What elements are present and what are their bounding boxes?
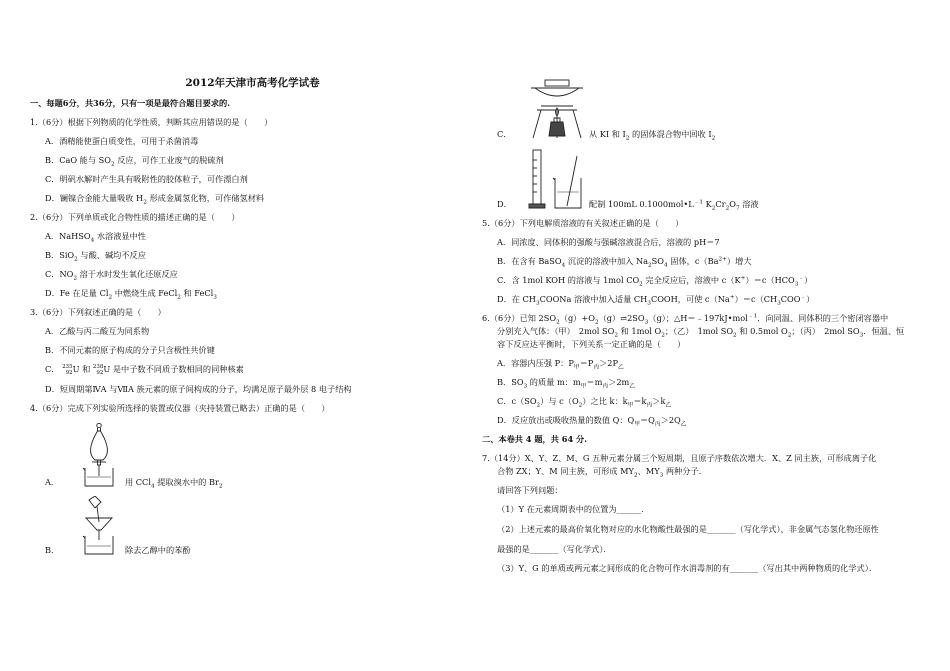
question-4-stem: 4.（6分）完成下列实验所选择的装置或仪器（夹持装置已略去）正确的是（ ） [30,403,330,413]
isotope-atomic-number: 92 [96,370,104,376]
question-4-option-d-caption: 配制 100mL $0.1000mol•L^{﹣1}$ $K_2Cr_2O_7$ 溶液 [589,199,759,212]
question-2-option-c: C．$NO_2$ 溶于水时发生氧化还原反应 [45,269,178,282]
question-4-option-a-caption: 用 CCl$_4$ 提取溴水中的 $Br_2$ [125,477,223,490]
isotope-mass-number: 235 [62,364,73,370]
section-heading-2: 二、本卷共 4 题，共 64 分. [482,434,588,444]
question-4-option-d: D． 配制 100mL $0.1000mol•L^{﹣1}$ $K_2Cr_2O_7$ 溶液 [482,148,927,210]
isotope-atomic-number: 92 [65,370,73,376]
question-2-option-b: B．SiO$_2$ 与酸、碱均不反应 [45,250,146,263]
question-5-option-d: D．在 $CH_3COONa$ 溶液中加入适量 $CH_3COOH$，可使 $c(Na^+)=c(CH_3COO^﹣)$ [497,294,815,307]
question-6-option-b: B．$SO_3$ 的质量 m：$m_甲=m_丙>2m_乙$ [497,377,636,390]
question-3-stem: 3.（6分）下列叙述正确的是（ ） [30,307,166,317]
question-1-option-a: A．酒精能使蛋白质变性，可用于杀菌消毒 [45,136,199,146]
question-4-option-b: B． 除去乙醇中的苯酚 [30,496,475,556]
page-title: 2012年天津市高考化学试卷 [185,77,320,89]
question-6-stem-line-1: 6.（6分）已知 $2SO_2(g)+O_2(g)\rightleftharpoons 2SO_3(g)$；△H＝﹣197kJ•mol$^{﹣1}$．向同温、同体积的三个密闭容器中 [482,313,889,326]
question-6-stem-line-3: 容下反应达平衡时，下列关系一定正确的是（ ） [497,339,686,349]
question-5-stem: 5.（6分）下列电解质溶液的有关叙述正确的是（ ） [482,218,684,228]
question-7-part-2-line-2: 最强的是_______（写化学式）． [497,544,612,554]
filtration-figure [75,496,123,556]
separatory-funnel-figure [75,422,123,488]
question-7-stem-line-2: 合物 ZX；Y、M 同主族，可形成 $MY_2$、$MY_3$ 两种分子． [497,466,707,479]
question-6-option-c: C．$c(SO_2)$与 $c(O_2)$之比 k：$k_甲=k_丙>k_乙$ [497,396,672,409]
question-5-option-a: A．同浓度、同体积的强酸与强碱溶液混合后，溶液的 pH＝7 [497,237,720,247]
section-heading-1: 一、每题6分，共36分，只有一项是最符合题目要求的. [30,98,231,108]
question-1-option-d: D．镧镍合金能大量吸收 $H_2$ 形成金属氢化物，可作储氢材料 [45,193,265,206]
question-3-option-a: A．乙酸与丙二酸互为同系物 [45,326,150,336]
question-6-option-d: D．反应放出或吸收热量的数值 Q：$Q_甲=Q_丙>2Q_乙$ [497,415,687,428]
right-column [482,90,927,583]
question-4-option-c-caption: 从 KI 和 $I_2$ 的固体混合物中回收 $I_2$ [589,129,716,142]
question-2-stem: 2.（6分）下列单质或化合物性质的描述正确的是（ ） [30,212,240,222]
question-3-option-d: D．短周期第ⅣA 与ⅦA 族元素的原子间构成的分子，均满足原子最外层 8 电子结构 [45,384,352,394]
question-7-part-1: （1）Y 在元素周期表中的位置为______． [497,504,650,514]
sublimation-figure [527,78,587,140]
question-3-option-b: B．不同元素的原子构成的分子只含极性共价键 [45,345,215,355]
question-3-option-c: C． 235 92 U 和 238 92 U 是中子数不同质子数相同的同种核素 [45,364,244,376]
isotope-mass-number: 238 [92,364,104,370]
question-7-stem-line-1: 7.（14分）X、Y、Z、M、G 五种元素分属三个短周期，且原子序数依次增大．X、Z 同主族，可形成离子化 [482,453,877,463]
question-4-option-a: A． 用 CCl$_4$ 提取溴水中的 $Br_2$ [30,422,475,488]
question-5-option-c: C．含 1mol KOH 的溶液与 1mol $CO_2$ 完全反应后，溶液中 $c(K^+)=c(HCO_3^﹣)$ [497,275,813,288]
question-2-option-a: A．NaHSO$_4$ 水溶液显中性 [45,231,146,244]
question-2-option-d: D．Fe 在足量 $Cl_2$ 中燃烧生成 FeCl$_2$ 和 FeCl$_3$ [45,288,217,301]
question-1-option-c: C．明矾水解时产生具有吸附性的胶体粒子，可作漂白剂 [45,174,248,184]
left-column [30,78,475,564]
question-5-option-b: B．在含有 BaSO$_4$ 沉淀的溶液中加入 $Na_2SO_4$ 固体，$c(Ba^{2+})$增大 [497,256,752,269]
question-4-option-b-caption: 除去乙醇中的苯酚 [125,545,191,555]
question-6-stem-line-2: 分别充入气体：（甲） 2mol $SO_2$ 和 1mol $O_2$；（乙） 1mol $SO_2$ 和 0.5mol $O_2$；（丙） 2mol $SO_3$．恒温、恒 [497,326,905,339]
question-7-prompt: 请回答下列问题： [497,485,563,495]
question-7-part-2-line-1: （2）上述元素的最高价氧化物对应的水化物酸性最强的是_______（写化学式），非金属气态氢化物还原性 [497,524,879,534]
question-1-stem: 1.（6分）根据下列物质的化学性质，判断其应用错误的是（ ） [30,117,273,127]
question-7-part-3: （3）Y、G 的单质或两元素之间形成的化合物可作水消毒剂的有_______（写出其中两种物质的化学式）． [497,563,878,573]
question-1-option-b: B．CaO 能与 $SO_2$ 反应，可作工业废气的脱硫剂 [45,155,224,168]
question-4-option-c: C． 从 KI 和 $I_2$ 的固体混合物中回收 $I_2$ [482,78,927,140]
graduated-cylinder-figure [527,148,587,210]
question-6-option-a: A．容器内压强 P：$P_甲=P_丙>2P_乙$ [497,358,624,371]
